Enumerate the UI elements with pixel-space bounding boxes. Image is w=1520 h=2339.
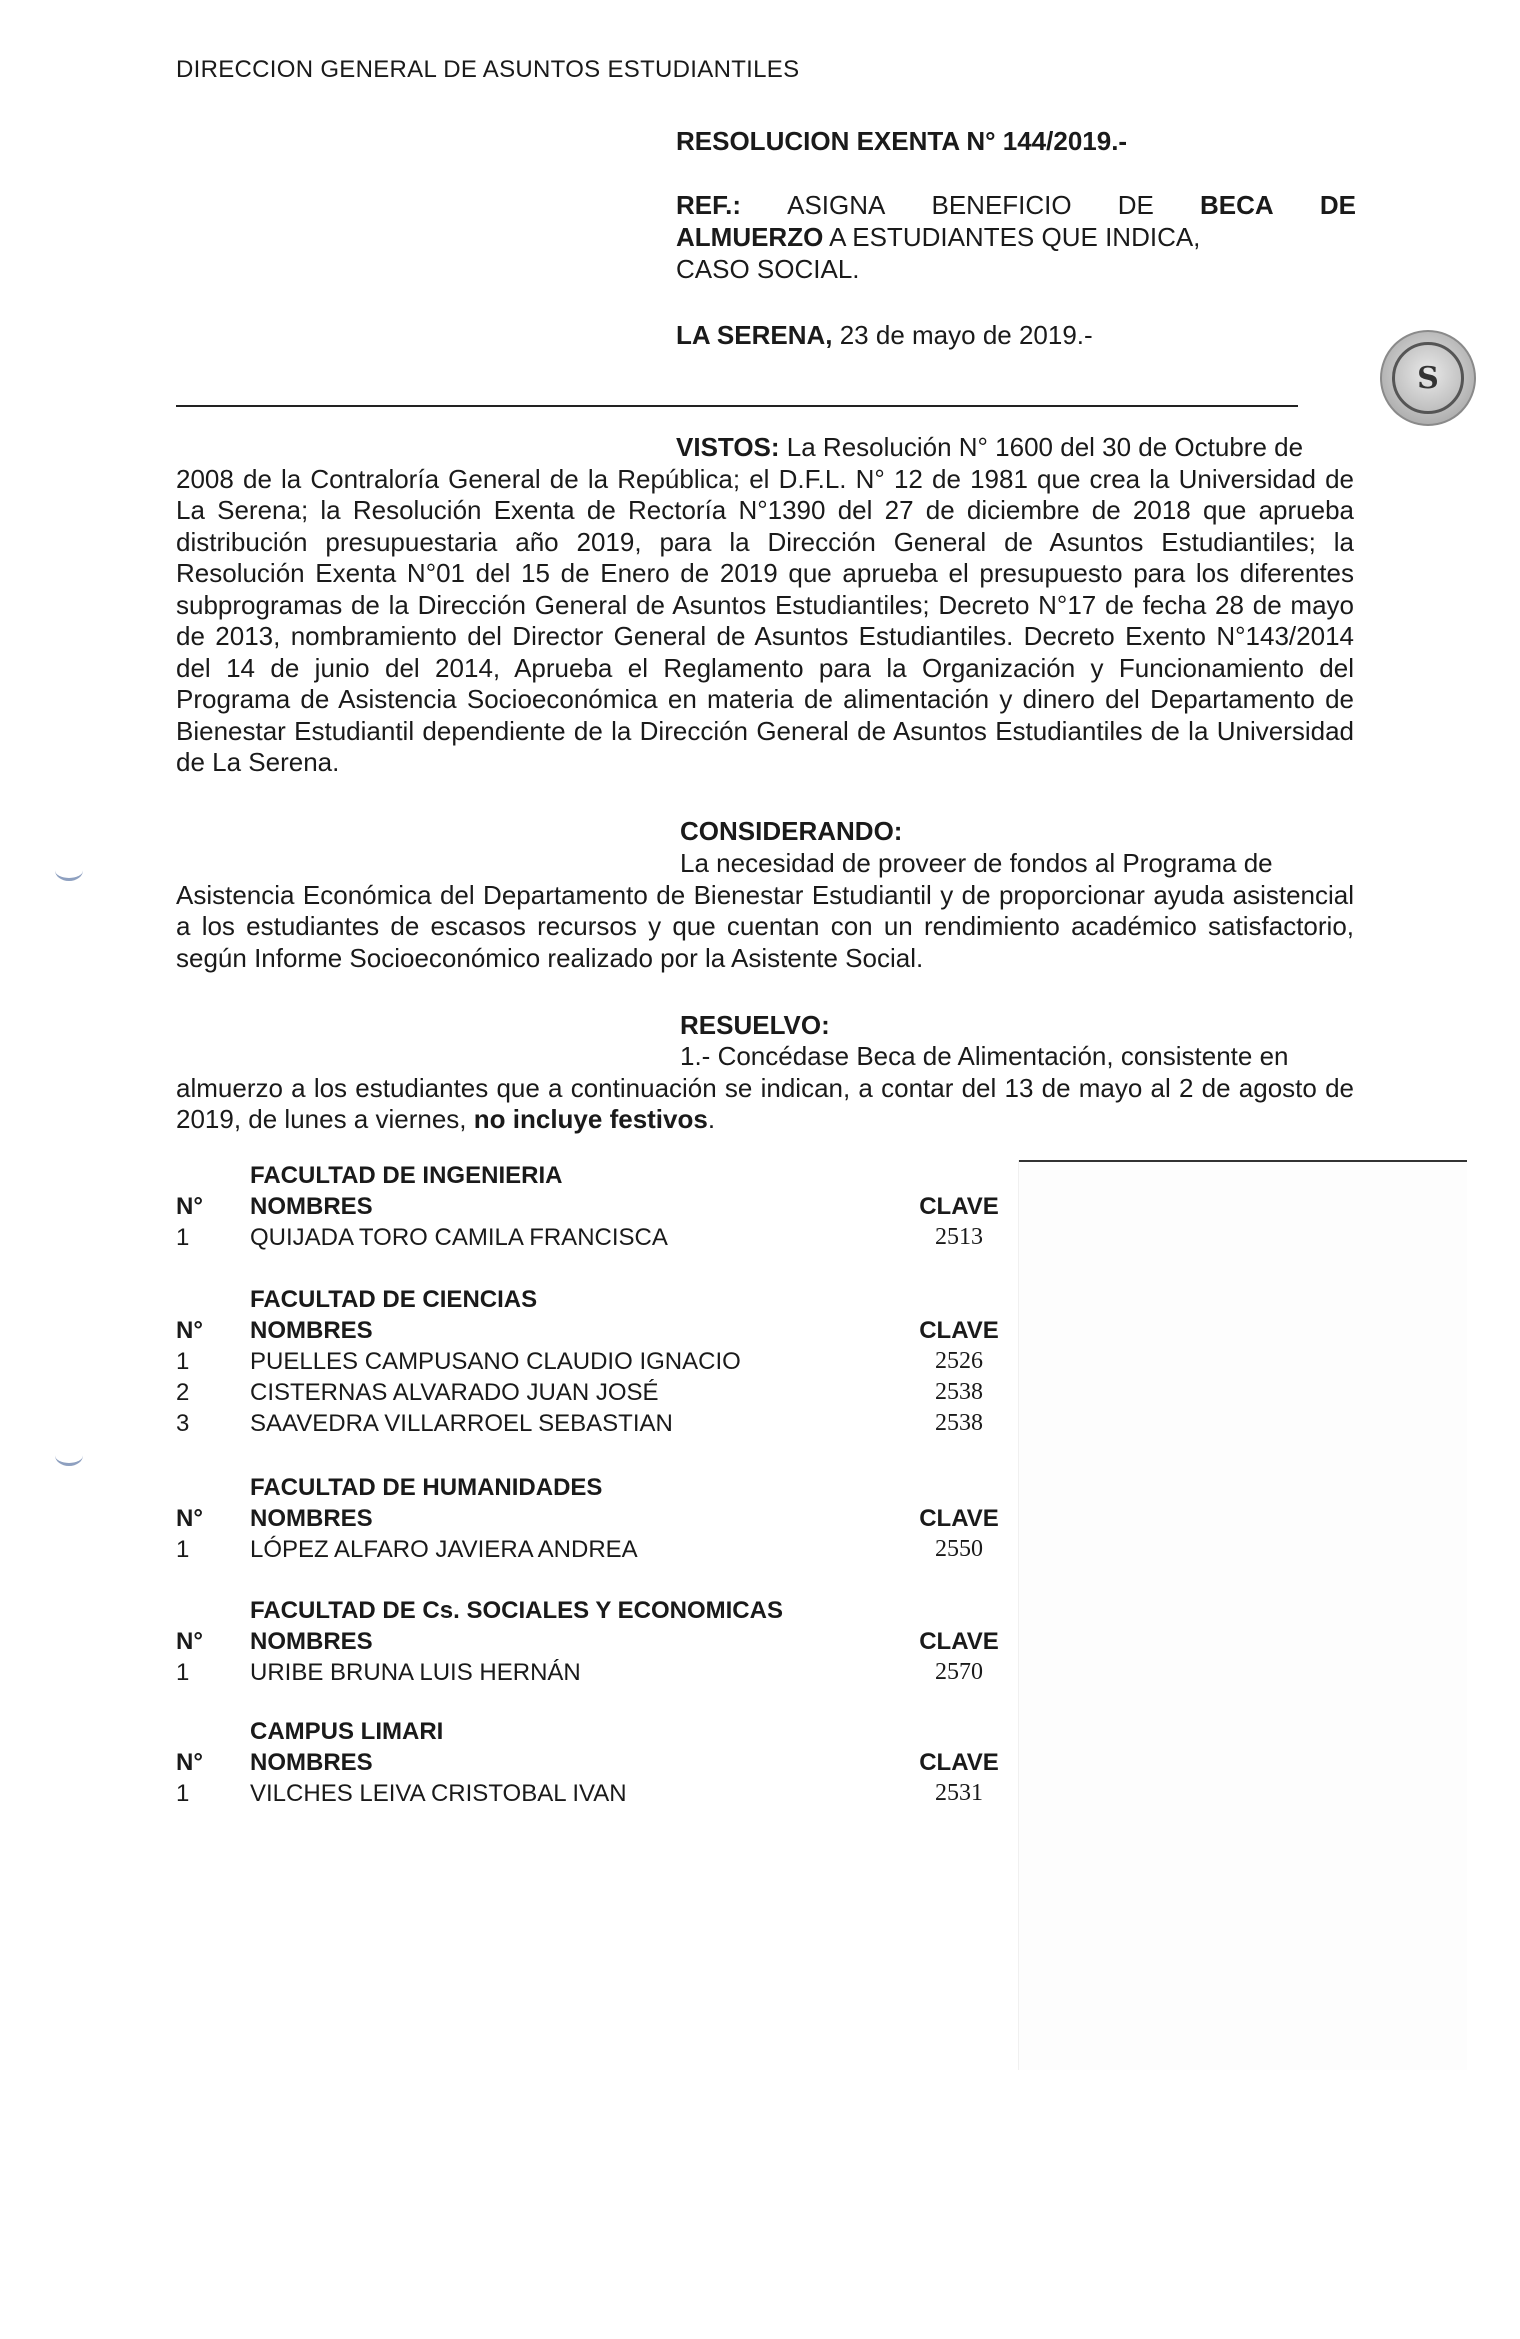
- resuelvo-lead: 1.- Concédase Beca de Alimentación, consistente en: [680, 1041, 1289, 1071]
- reference-bold-word: ALMUERZO: [676, 222, 824, 252]
- punch-hole-mark: [55, 1445, 83, 1466]
- considerando-heading: CONSIDERANDO:: [680, 816, 903, 846]
- student-row: [176, 1379, 983, 1410]
- student-row: [176, 1224, 983, 1255]
- student-number: 1: [176, 1659, 190, 1686]
- faculty-title: CAMPUS LIMARI: [250, 1718, 444, 1745]
- col-header-n: N°: [176, 1317, 203, 1344]
- student-clave: 2550: [935, 1536, 983, 1562]
- university-seal: [1380, 330, 1476, 426]
- faculty-column-headers: [176, 1749, 999, 1780]
- considerando-lead: La necesidad de proveer de fondos al Programa de: [680, 848, 1273, 878]
- resuelvo-section: [176, 1041, 1354, 1136]
- header-divider: [176, 405, 1298, 407]
- student-number: 1: [176, 1780, 190, 1807]
- col-header-name: NOMBRES: [250, 1628, 373, 1655]
- col-header-clave: CLAVE: [919, 1749, 999, 1776]
- reference-line-3: CASO SOCIAL.: [676, 254, 860, 284]
- col-header-n: N°: [176, 1628, 203, 1655]
- col-header-clave: CLAVE: [919, 1628, 999, 1655]
- reference-block: [676, 189, 1356, 285]
- student-name: LÓPEZ ALFARO JAVIERA ANDREA: [250, 1536, 638, 1563]
- reference-line-2: [676, 221, 1356, 253]
- col-header-name: NOMBRES: [250, 1193, 373, 1220]
- vistos-first-line: [176, 432, 1354, 464]
- resuelvo-body: almuerzo a los estudiantes que a continuación se indican, a contar del 13 de mayo al 2 de agosto de 2019, de lunes a viernes,: [176, 1072, 1354, 1134]
- city: LA SERENA,: [676, 320, 833, 350]
- blank-box: [1018, 1160, 1467, 2070]
- student-clave: 2538: [935, 1410, 983, 1436]
- student-name: URIBE BRUNA LUIS HERNÁN: [250, 1659, 581, 1686]
- resuelvo-heading: RESUELVO:: [680, 1010, 830, 1040]
- reference-word: ASIGNA: [787, 190, 886, 220]
- resolution-title: RESOLUCION EXENTA N° 144/2019.-: [676, 126, 1128, 156]
- student-name: VILCHES LEIVA CRISTOBAL IVAN: [250, 1780, 627, 1807]
- faculty-column-headers: [176, 1317, 999, 1348]
- col-header-clave: CLAVE: [919, 1193, 999, 1220]
- faculty-column-headers: [176, 1505, 999, 1536]
- reference-label: REF.:: [676, 190, 741, 220]
- student-row: [176, 1659, 983, 1690]
- faculty-title: FACULTAD DE HUMANIDADES: [250, 1474, 603, 1501]
- reference-word: BENEFICIO: [931, 190, 1072, 220]
- seal-emblem: S: [1392, 342, 1464, 414]
- col-header-clave: CLAVE: [919, 1505, 999, 1532]
- student-number: 3: [176, 1410, 190, 1437]
- vistos-body: 2008 de la Contraloría General de la República; el D.F.L. N° 12 de 1981 que crea la Universidad de La Serena; la Resolución Exenta de Rectoría N°1390 del 27 de diciembre de 2018 que aprueba distribución presupuestaria año 2019, para la Dirección General de Asuntos Estudiantiles; la Resolución Exenta N°01 del 15 de Enero de 2019 que aprueba el presupuesto para los diferentes subprogramas de la Dirección General de Asuntos Estudiantiles; Decreto N°17 de fecha 28 de mayo de 2013, nombramiento del Director General de Asuntos Estudiantiles. Decreto Exento N°143/2014 del 14 de junio del 2014, Aprueba el Reglamento para la Organización y Funcionamiento del Programa de Asistencia Socioeconómica en materia de alimentación y dinero del Departamento de Bienestar Estudiantil dependiente de la Dirección General de Asuntos Estudiantiles de la Universidad de La Serena.: [176, 463, 1354, 777]
- student-number: 2: [176, 1379, 190, 1406]
- col-header-clave: CLAVE: [919, 1317, 999, 1344]
- vistos-section: [176, 432, 1354, 779]
- col-header-n: N°: [176, 1749, 203, 1776]
- faculty-title: FACULTAD DE INGENIERIA: [250, 1162, 563, 1189]
- student-number: 1: [176, 1348, 190, 1375]
- student-row: [176, 1348, 983, 1379]
- student-row: [176, 1410, 983, 1441]
- faculty-title: FACULTAD DE CIENCIAS: [250, 1286, 538, 1313]
- reference-text: A ESTUDIANTES QUE INDICA,: [823, 222, 1201, 252]
- col-header-name: NOMBRES: [250, 1749, 373, 1776]
- department-header: DIRECCION GENERAL DE ASUNTOS ESTUDIANTILES: [176, 56, 800, 83]
- student-clave: 2538: [935, 1379, 983, 1405]
- faculty-column-headers: [176, 1193, 999, 1224]
- faculty-column-headers: [176, 1628, 999, 1659]
- resuelvo-bold: no incluye festivos: [466, 1104, 708, 1134]
- student-clave: 2531: [935, 1780, 983, 1806]
- col-header-n: N°: [176, 1505, 203, 1532]
- faculty-title: FACULTAD DE Cs. SOCIALES Y ECONOMICAS: [250, 1597, 783, 1624]
- student-name: PUELLES CAMPUSANO CLAUDIO IGNACIO: [250, 1348, 741, 1375]
- vistos-label: VISTOS:: [676, 432, 780, 462]
- reference-word: DE: [1319, 190, 1356, 220]
- student-clave: 2513: [935, 1224, 983, 1250]
- reference-word: BECA: [1200, 190, 1274, 220]
- student-clave: 2570: [935, 1659, 983, 1685]
- student-number: 1: [176, 1536, 190, 1563]
- vistos-lead: La Resolución N° 1600 del 30 de Octubre de: [779, 432, 1304, 462]
- blank-box-topline: [1019, 1160, 1467, 1162]
- punch-hole-mark: [55, 860, 83, 881]
- student-name: SAAVEDRA VILLARROEL SEBASTIAN: [250, 1410, 673, 1437]
- reference-line-1: [676, 189, 1356, 221]
- col-header-n: N°: [176, 1193, 203, 1220]
- considerando-section: [176, 848, 1354, 974]
- date: 23 de mayo de 2019.-: [832, 320, 1093, 350]
- resuelvo-end: .: [707, 1104, 716, 1134]
- considerando-body: Asistencia Económica del Departamento de Bienestar Estudiantil y de proporcionar ayuda asistencial a los estudiantes de escasos recursos y que cuentan con un rendimiento académico satisfactorio, según Informe Socioeconómico realizado por la Asistente Social.: [176, 879, 1354, 973]
- student-name: QUIJADA TORO CAMILA FRANCISCA: [250, 1224, 668, 1251]
- student-number: 1: [176, 1224, 190, 1251]
- col-header-name: NOMBRES: [250, 1505, 373, 1532]
- reference-word: DE: [1117, 190, 1154, 220]
- student-clave: 2526: [935, 1348, 983, 1374]
- student-name: CISTERNAS ALVARADO JUAN JOSÉ: [250, 1379, 659, 1406]
- place-date: [676, 320, 1093, 351]
- col-header-name: NOMBRES: [250, 1317, 373, 1344]
- student-row: [176, 1780, 983, 1811]
- student-row: [176, 1536, 983, 1567]
